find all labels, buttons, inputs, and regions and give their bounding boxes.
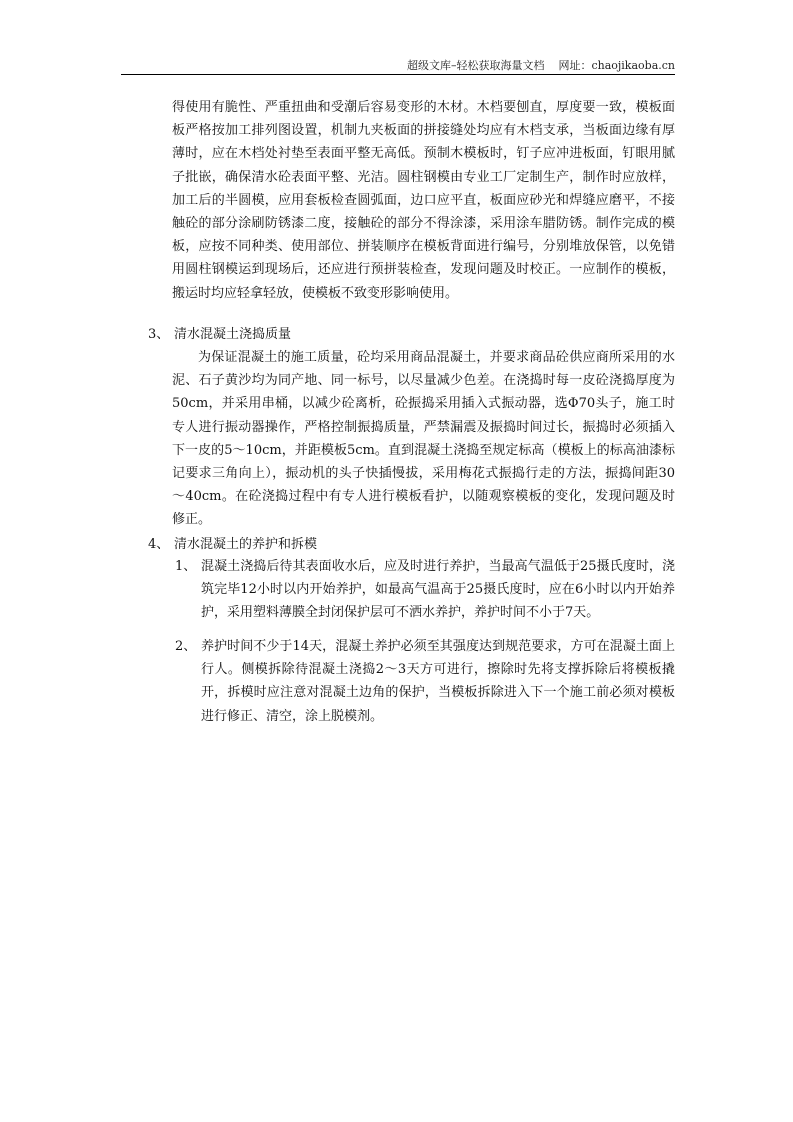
section-4-item-1-text: 混凝土浇捣后待其表面收水后，应及时进行养护，当最高气温低于25摄氏度时，浇筑完毕12小时以内开始养护，如最高气温高于25摄氏度时，应在6小时以内开始养护，采用塑料薄膜全封闭保护层可不洒水养护，养护时间不小于7天。	[201, 559, 675, 621]
section-4-item-1-number: 1、	[175, 559, 197, 574]
section-4-item-2-text: 养护时间不少于14天，混凝土养护必须至其强度达到规范要求，方可在混凝土面上行人。侧模拆除待混凝土浇捣2～3天方可进行，擦除时先将支撑拆除后将模板撬开，拆模时应注意对混凝土边角的保护，当模板拆除进入下一个施工前必须对模板进行修正、清空，涂上脱模剂。	[201, 639, 675, 724]
section-3-number: 3、	[148, 327, 170, 342]
page-header	[121, 57, 675, 75]
header-divider	[121, 74, 675, 75]
section-4-heading	[148, 533, 317, 556]
section-4-item-2-number: 2、	[175, 639, 197, 654]
section-3-title: 清水混凝土浇捣质量	[174, 327, 292, 342]
header-url: 网址：chaojikaoba.cn	[558, 59, 675, 72]
intro-paragraph: 得使用有脆性、严重扭曲和受潮后容易变形的木材。木档要刨直，厚度要一致，模板面板严格按加工排列图设置，机制九夹板面的拼接缝处均应有木档支承，当板面边缘有厚薄时，应在木档处衬垫至表面平整无高低。预制木模板时，钉子应冲进板面，钉眼用腻子批嵌，确保清水砼表面平整、光洁。圆柱钢模由专业工厂定制生产，制作时应放样，加工后的半圆模，应用套板检查圆弧面，边口应平直，板面应砂光和焊缝应磨平，不接触砼的部分涂刷防锈漆二度，接触砼的部分不得涂漆，采用涂车腊防锈。制作完成的模板，应按不同种类、使用部位、拼装顺序在模板背面进行编号，分别堆放保管，以免错用圆柱钢模运到现场后，还应进行预拼装检查，发现问题及时校正。一应制作的模板，搬运时均应轻拿轻放，使模板不致变形影响使用。	[172, 100, 675, 301]
section-4-number: 4、	[148, 537, 170, 552]
section-3-heading	[148, 323, 291, 346]
section-4-title: 清水混凝土的养护和拆模	[174, 537, 318, 552]
header-site-name: 超级文库–轻松获取海量文档	[406, 59, 545, 72]
section-3-body: 为保证混凝土的施工质量，砼均采用商品混凝土，并要求商品砼供应商所采用的水泥、石子黄沙均为同产地、同一标号，以尽量减少色差。在浇捣时每一皮砼浇捣厚度为50cm，并采用串桶，以减少砼离析，砼振捣采用插入式振动器，选Φ70头子，施工时专人进行振动器操作，严格控制振捣质量，严禁漏震及振捣时间过长，振捣时必须插入下一皮的5～10cm，并距模板5cm。直到混凝土浇捣至规定标高（模板上的标高油漆标记要求三角向上），振动机的头子快插慢拔，采用梅花式振捣行走的方法，振捣间距30～40cm。在砼浇捣过程中有专人进行模板看护，以随观察模板的变化，发现问题及时修正。	[172, 350, 675, 528]
